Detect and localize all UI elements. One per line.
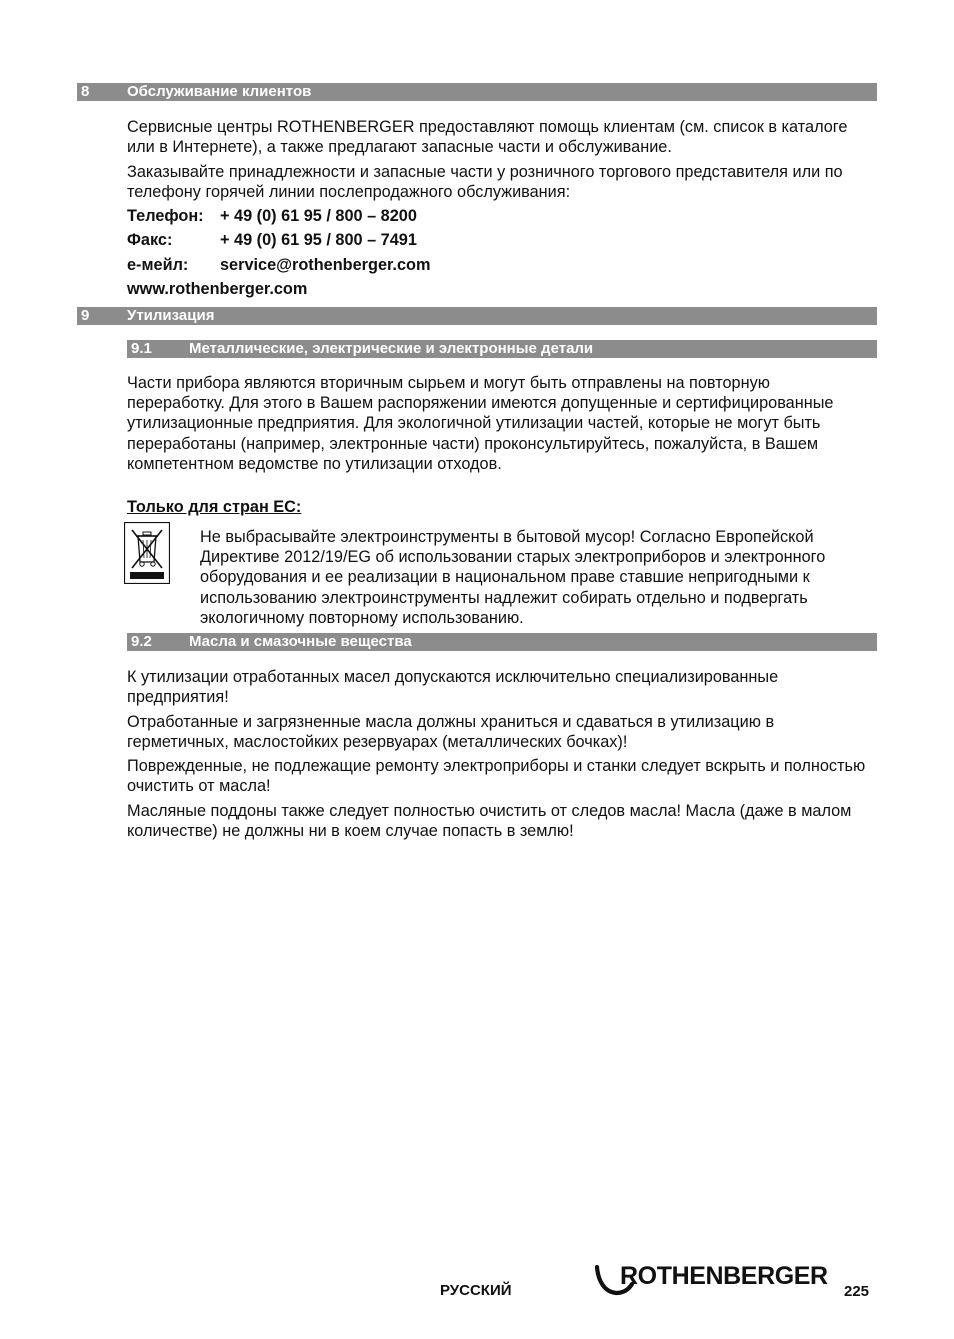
subsection-number: 9.2 <box>131 633 152 650</box>
oil-paragraph-1: К утилизации отработанных масел допускаются исключительно специализированные предприятия! <box>127 668 779 707</box>
fax-label: Факс: <box>127 231 173 249</box>
subsection-title: Масла и смазочные вещества <box>189 633 412 650</box>
section-number: 8 <box>81 83 90 100</box>
section-8-header <box>77 83 877 101</box>
section-number: 9 <box>81 307 90 324</box>
subsection-number: 9.1 <box>131 340 152 357</box>
oil-paragraph-2: Отработанные и загрязненные масла должны храниться и сдаваться в утилизацию в герметичных, маслостойких резервуарах (металлических бочках)! <box>127 713 775 752</box>
section-title: Утилизация <box>127 307 215 324</box>
service-paragraph-1: Сервисные центры ROTHENBERGER предоставляют помощь клиентам (см. список в каталоге или в Интернете), а также предлагают запасные части и обслуживание. <box>127 118 848 157</box>
email-value: service@rothenberger.com <box>220 256 431 274</box>
fax-value: + 49 (0) 61 95 / 800 – 7491 <box>220 231 417 249</box>
website: www.rothenberger.com <box>127 280 308 298</box>
page-number: 225 <box>844 1283 870 1300</box>
brand-wordmark: ROTHENBERGER <box>620 1262 828 1290</box>
section-9-header <box>77 307 877 325</box>
oil-paragraph-3: Поврежденные, не подлежащие ремонту электроприборы и станки следует вскрыть и полностью очистить от масла! <box>127 757 866 796</box>
crossed-out-wheelie-bin-icon <box>124 522 170 584</box>
email-label: e-мейл: <box>127 256 189 274</box>
section-title: Обслуживание клиентов <box>127 83 312 100</box>
oil-paragraph-4: Масляные поддоны также следует полностью очистить от следов масла! Масла (даже в малом количестве) не должны ни в коем случае попасть в землю! <box>127 802 852 841</box>
recycling-paragraph: Части прибора являются вторичным сырьем и могут быть отправлены на повторную переработку. Для этого в Вашем распоряжении имеются допущенные и сертифицированные утилизационные предприятия. Для экологичной утилизации частей, которые не могут быть переработаны (например, электронные части) проконсультируйтесь, пожалуйста, в Вашем компетентном ведомстве по утилизации отходов. <box>127 374 834 473</box>
phone-label: Телефон: <box>127 207 204 225</box>
phone-value: + 49 (0) 61 95 / 800 – 8200 <box>220 207 417 225</box>
eu-heading: Только для стран ЕС: <box>127 498 302 516</box>
footer-language: РУССКИЙ <box>440 1282 512 1299</box>
subsection-9-2-header <box>127 633 877 651</box>
rothenberger-logo <box>594 1262 830 1298</box>
service-paragraph-2: Заказывайте принадлежности и запасные части у розничного торгового представителя или по телефону горячей линии послепродажного обслуживания: <box>127 163 843 202</box>
eu-disposal-text: Не выбрасывайте электроинструменты в бытовой мусор! Согласно Европейской Директиве 2012/19/EG об использовании старых электроприборов и электронного оборудования и ее реализации в национальном праве ставшие непригодными к использованию электроинструменты надлежит собирать отдельно и подвергать экологичному повторному использованию. <box>200 528 826 627</box>
subsection-9-1-header <box>127 340 877 358</box>
subsection-title: Металлические, электрические и электронные детали <box>189 340 594 357</box>
